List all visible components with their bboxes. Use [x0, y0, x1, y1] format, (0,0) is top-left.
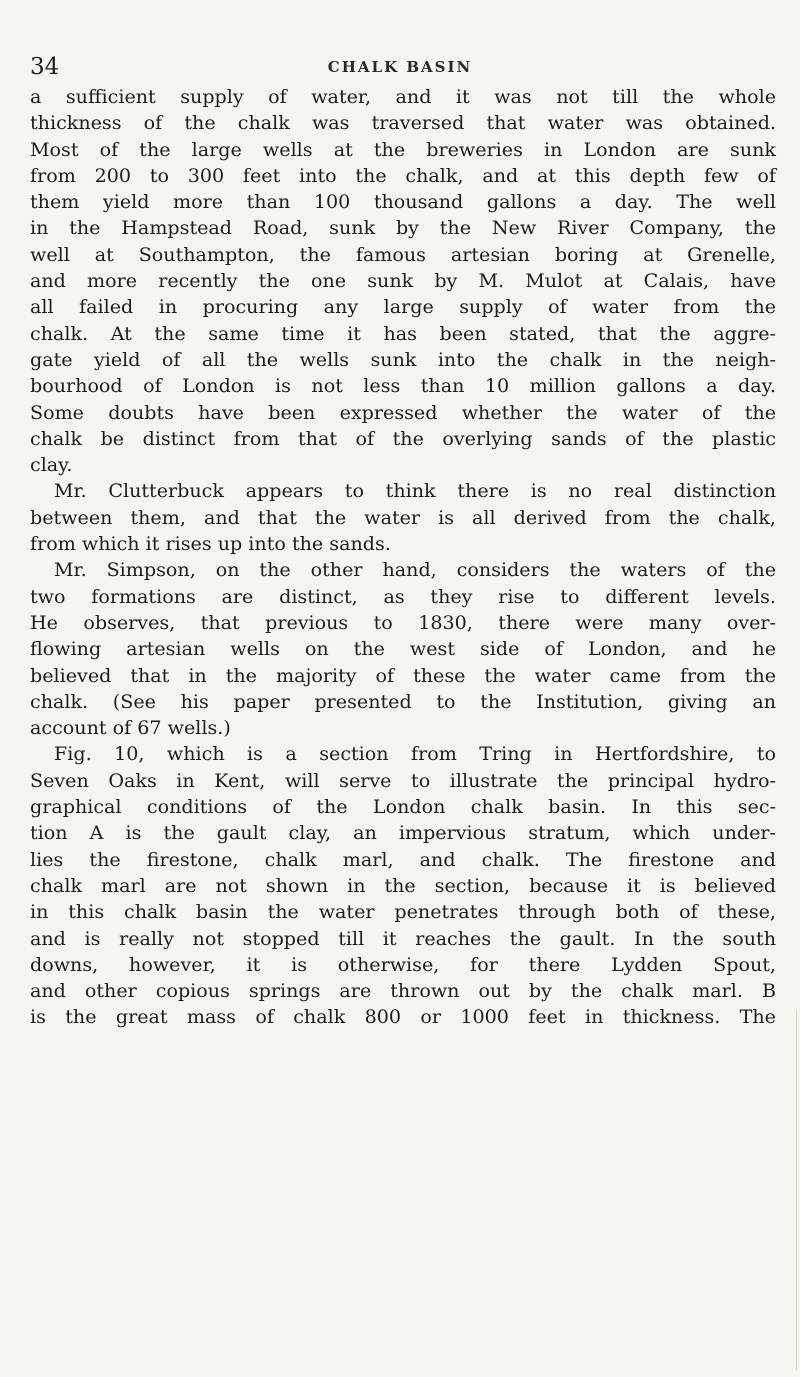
- body-text: [30, 84, 776, 1031]
- text-line: and more recently the one sunk by M. Mulot at Calais, have: [30, 269, 776, 293]
- text-line: chalk be distinct from that of the overlying sands of the plastic: [30, 426, 776, 450]
- text-line: bourhood of London is not less than 10 million gallons a day.: [30, 374, 776, 398]
- text-line: Fig. 10, which is a section from Tring in Hertfordshire, to: [54, 742, 776, 766]
- text-line: Mr. Simpson, on the other hand, considers the waters of the: [54, 558, 776, 582]
- text-line: flowing artesian wells on the west side of London, and he: [30, 637, 776, 661]
- text-line: and other copious springs are thrown out by the chalk marl. B: [30, 979, 776, 1003]
- text-line: in this chalk basin the water penetrates through both of these,: [30, 900, 776, 924]
- text-line: a sufficient supply of water, and it was not till the whole: [30, 85, 776, 108]
- text-line: account of 67 wells.): [30, 716, 231, 740]
- running-title: CHALK BASIN: [327, 58, 473, 76]
- text-line: thickness of the chalk was traversed that water was obtained.: [30, 111, 776, 135]
- page-edge-shadow: [796, 1010, 797, 1370]
- text-line: chalk marl are not shown in the section, because it is believed: [30, 873, 776, 897]
- text-line: tion A is the gault clay, an impervious stratum, which under-: [30, 821, 776, 845]
- text-line: well at Southampton, the famous artesian boring at Grenelle,: [30, 242, 776, 266]
- text-line: is the great mass of chalk 800 or 1000 feet in thickness. The: [30, 1005, 776, 1029]
- text-line: Some doubts have been expressed whether the water of the: [30, 400, 776, 424]
- text-line: Mr. Clutterbuck appears to think there is no real distinction: [54, 479, 776, 503]
- text-line: gate yield of all the wells sunk into the chalk in the neigh-: [30, 347, 776, 371]
- text-line: between them, and that the water is all derived from the chalk,: [30, 505, 776, 529]
- text-line: He observes, that previous to 1830, there were many over-: [30, 610, 776, 634]
- page-number: 34: [30, 54, 60, 80]
- text-line: all failed in procuring any large supply of water from the: [30, 295, 776, 319]
- text-line: them yield more than 100 thousand gallons a day. The well: [30, 190, 776, 214]
- text-line: two formations are distinct, as they rise to different levels.: [30, 584, 776, 608]
- text-line: believed that in the majority of these the water came from the: [30, 663, 776, 687]
- text-line: downs, however, it is otherwise, for there Lydden Spout,: [30, 952, 776, 976]
- text-line: graphical conditions of the London chalk basin. In this sec-: [30, 795, 776, 819]
- text-line: from which it rises up into the sands.: [30, 532, 391, 556]
- text-line: Seven Oaks in Kent, will serve to illustrate the principal hydro-: [30, 768, 776, 792]
- text-line: clay.: [30, 453, 73, 477]
- text-line: from 200 to 300 feet into the chalk, and at this depth few of: [30, 163, 776, 187]
- text-line: lies the firestone, chalk marl, and chalk. The firestone and: [30, 847, 776, 871]
- text-line: chalk. At the same time it has been stated, that the aggre-: [30, 321, 776, 345]
- text-line: in the Hampstead Road, sunk by the New River Company, the: [30, 216, 776, 240]
- text-line: Most of the large wells at the breweries in London are sunk: [30, 137, 776, 161]
- text-line: and is really not stopped till it reaches the gault. In the south: [30, 926, 776, 950]
- text-line: chalk. (See his paper presented to the Institution, giving an: [30, 689, 776, 713]
